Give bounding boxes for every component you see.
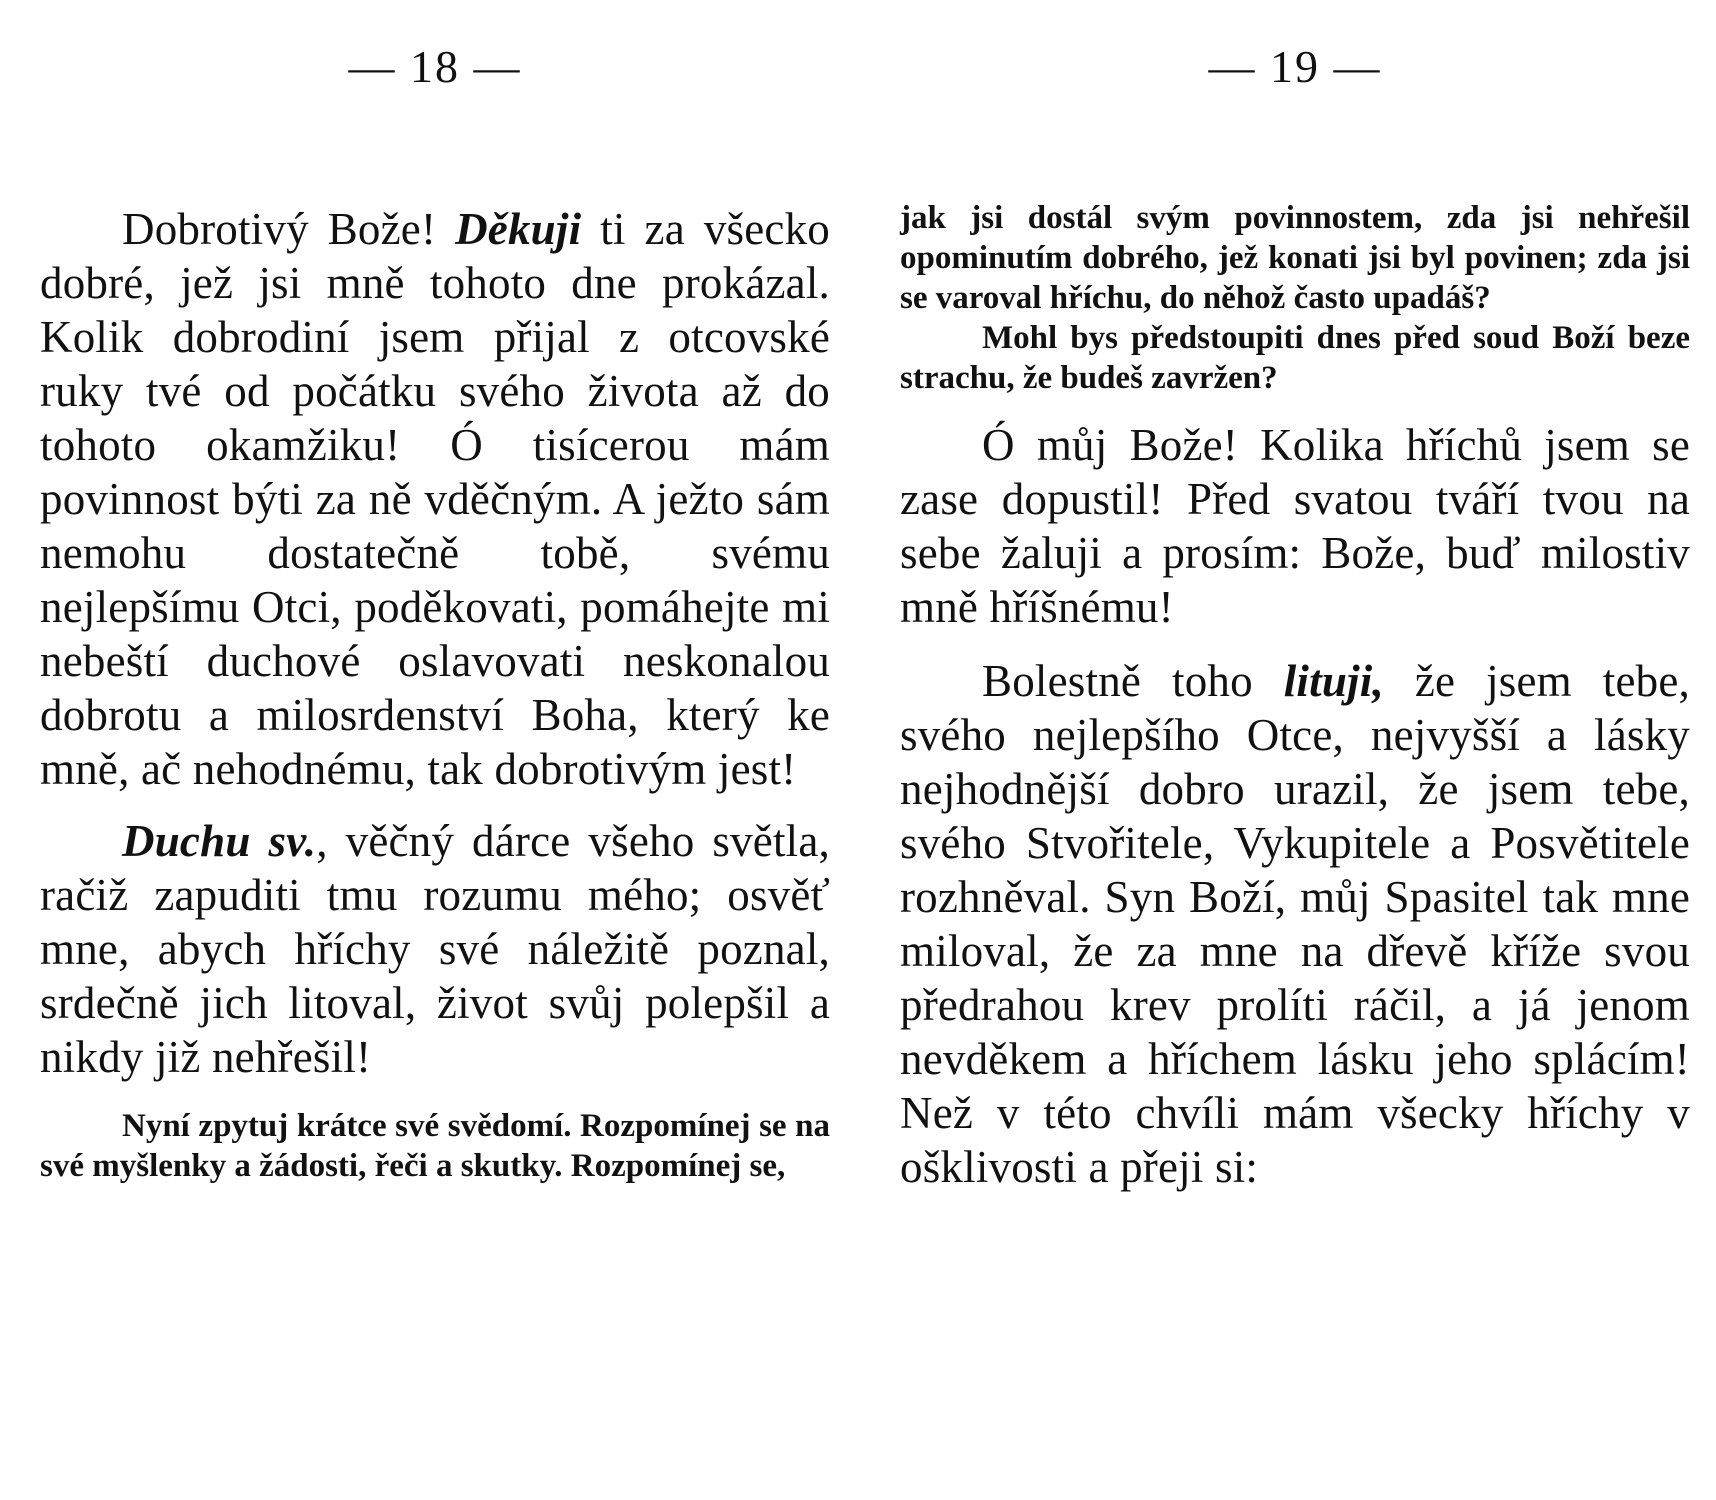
paragraph-text: ti za všecko dobré, jež jsi mně tohoto dne prokázal. Kolik dobrodiní jsem přijal z otcovské ruky tvé od počátku svého života až do tohoto okamžiku! Ó tisícerou mám povinnost býti za ně vděčným. A ježto sám nemohu dostatečně tobě, svému nejlepšímu Otci, poděkovati, pomáhejte mi nebeští duchové oslavovati neskonalou dobrotu a milosrdenství Boha, který ke mně, ač nehodnému, tak dobrotivým jest! (40, 204, 830, 794)
paragraph-text: že jsem tebe, svého nejlepšího Otce, nejvyšší a lásky nejhodnější dobro urazil, že jsem tebe, svého Stvořitele, Vykupitele a Posvětitele rozhněval. Syn Boží, můj Spasitel tak mne miloval, že za mne na dřevě kříže svou předrahou krev prolíti ráčil, a já jenom nevděkem a hříchem lásku jeho splácím! Než v této chvíli mám všecky hříchy v ošklivosti a přeji si: (900, 656, 1691, 1192)
page-number-left: — 18 — (348, 41, 522, 92)
paragraph-instruction-cont: jak jsi dostál svým povinnostem, zda jsi nehřešil opominutím dobrého, jež konati jsi byl povinen; zda jsi se varoval hříchu, do něhož často upadáš? (900, 200, 1690, 316)
paragraph-instruction: Nyní zpytuj krátce své svědomí. Rozpomínej se na své myšlenky a žádosti, řeči a skutky. Rozpomínej se, (40, 1108, 830, 1184)
page-number-right: — 19 — (1208, 41, 1382, 92)
paragraph-text: Dobrotivý Bože! (122, 204, 456, 254)
paragraph-holy-spirit (40, 814, 830, 1084)
paragraph-thanksgiving (40, 202, 830, 796)
left-page-text (40, 202, 830, 1186)
emphasis-duchu-sv: Duchu sv. (122, 816, 317, 866)
right-page-text (900, 198, 1690, 1194)
right-page (900, 0, 1690, 1500)
left-page (40, 0, 830, 1500)
emphasis-lituji: lituji, (1283, 656, 1384, 706)
paragraph-judgement: Mohl bys předstoupiti dnes před soud Boží beze strachu, že budeš zavržen? (900, 320, 1690, 396)
paragraph-confession: Ó můj Bože! Kolika hříchů jsem se zase dopustil! Před svatou tváří tvou na sebe žaluji a prosím: Bože, buď milostiv mně hříšnému! (900, 420, 1690, 632)
paragraph-text: Bolestně toho (982, 656, 1284, 706)
emphasis-dekuji: Děkuji (455, 204, 582, 254)
paragraph-text: , věčný dárce všeho světla, račiž zapuditi tmu rozumu mého; osvěť mne, abych hříchy své náležitě poznal, srdečně jich litoval, život svůj polepšil a nikdy již nehřešil! (40, 816, 831, 1082)
paragraph-contrition (900, 654, 1690, 1194)
